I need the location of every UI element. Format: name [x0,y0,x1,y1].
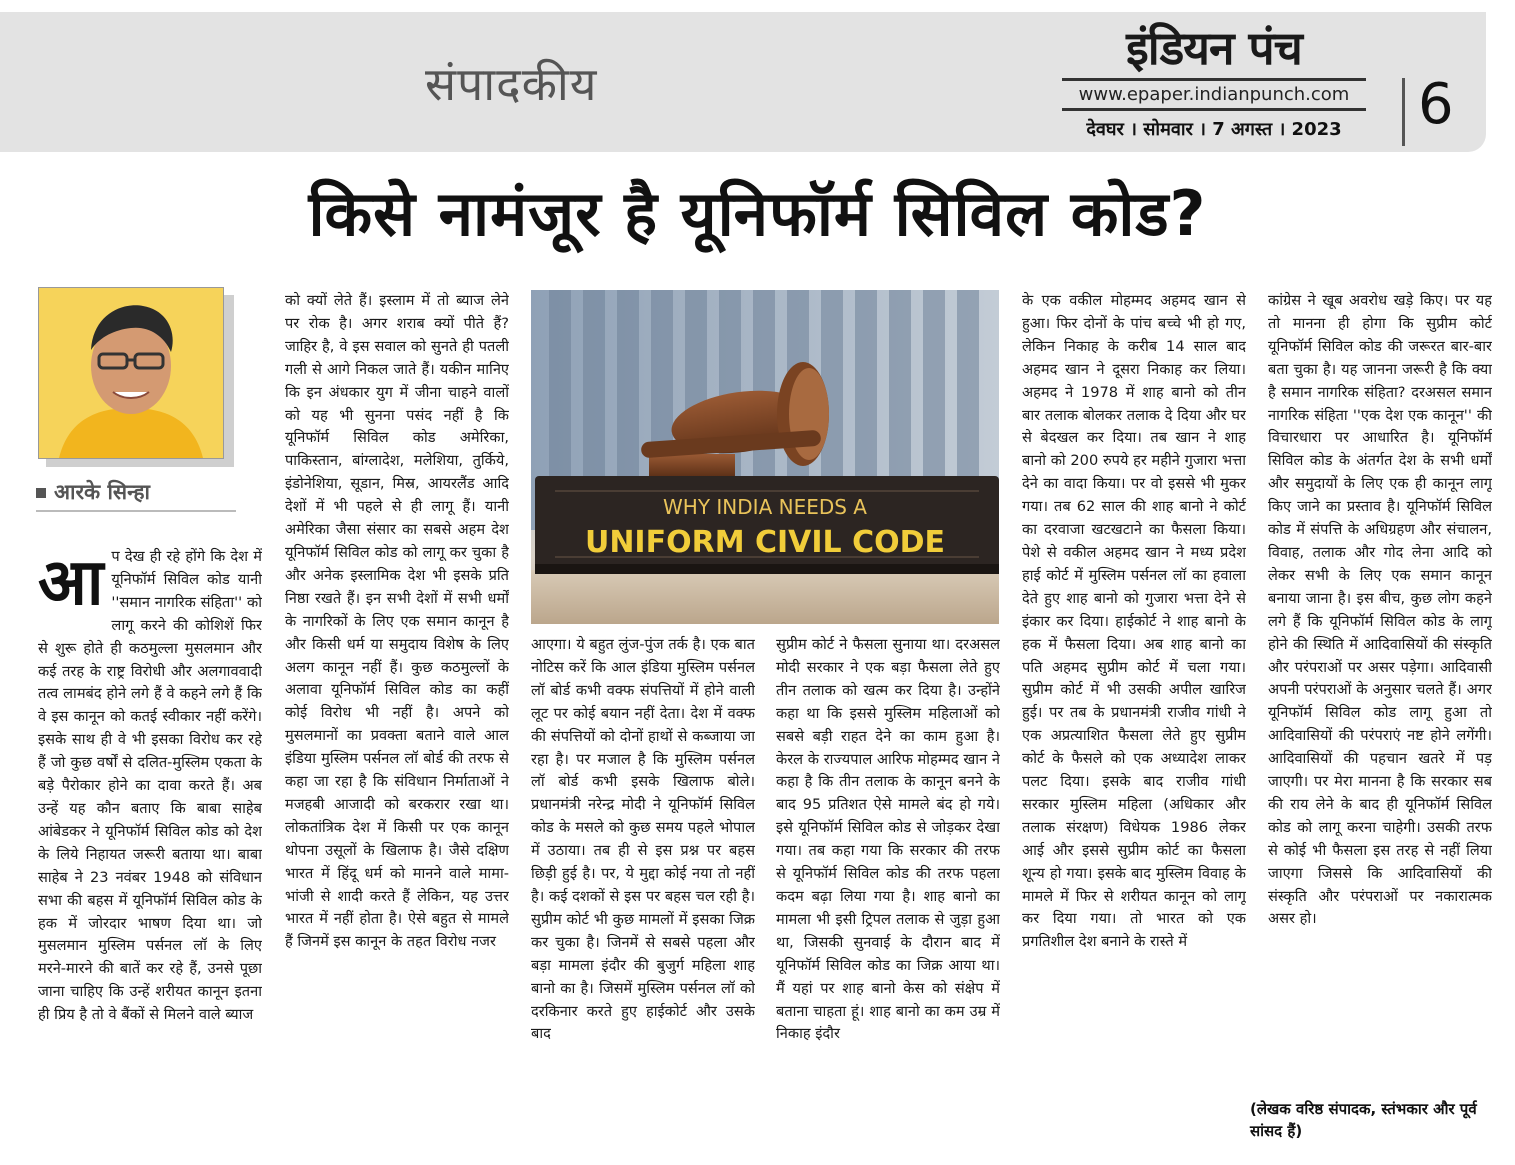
image-line-1: WHY INDIA NEEDS A [663,495,867,519]
column-text: आएगा। ये बहुत लुंज-पुंज तर्क है। एक बात नोटिस करें कि आल इंडिया मुस्लिम पर्सनल लॉ बोर्ड कभी वक्फ संपत्तियों में होने वाली लूट पर कोई बयान नहीं देता। देश में वक्फ की संपत्तियों को दोनों हाथों से कब्जाया जा रहा है। पर मजाल है कि मुस्लिम पर्सनल लॉ बोर्ड कभी इसके खिलाफ बोले। प्रधानमंत्री नरेन्द्र मोदी ने यूनिफॉर्म सिविल कोड के मसले को कुछ समय पहले भोपाल में उठाया। तब ही से इस प्रश्न पर बहस छिड़ी हुई है। पर, ये मुद्दा कोई नया तो नहीं है। कई दशकों से इस पर बहस चल रही है। सुप्रीम कोर्ट भी कुछ मामलों में इसका जिक्र कर चुका है। जिनमें से सबसे पहला और बड़ा मामला इंदौर की बुजुर्ग महिला शाह बानो का है। जिसमें मुस्लिम पर्सनल लॉ को दरकिनार करते हुए हाईकोर्ट और उसके बाद [531,636,755,1043]
article-column-5 [1022,290,1246,1146]
column-text: सुप्रीम कोर्ट ने फैसला सुनाया था। दरअसल मोदी सरकार ने एक बड़ा फैसला लेते हुए तीन तलाक को खत्म कर दिया है। उन्होंने कहा था कि इससे मुस्लिम महिलाओं को सबसे बड़ी राहत देने का काम हुआ है। केरल के राज्यपाल आरिफ मोहम्मद खान ने कहा है कि तीन तलाक के कानून बनने के बाद 95 प्रतिशत ऐसे मामले बंद हो गये। इसे यूनिफॉर्म सिविल कोड से जोड़कर देखा गया। तब कहा गया कि सरकार की तरफ से यूनिफॉर्म सिविल कोड की तरफ पहला कदम बढ़ा लिया गया है। शाह बानो का मामला भी इसी ट्रिपल तलाक से जुड़ा हुआ था, जिसकी सुनवाई के दौरान बाद में यूनिफॉर्म सिविल कोड का जिक्र आया था। मैं यहां पर शाह बानो केस को संक्षेप में बताना चाहता हूं। शाह बानो का कम उम्र में निकाह इंदौर [776,636,1000,1043]
byline-rule [36,510,236,512]
page-number: 6 [1418,72,1454,137]
newspaper-logo: इंडियन पंच [1126,21,1302,75]
article-column-3 [531,634,755,1146]
column-text: के एक वकील मोहम्मद अहमद खान से हुआ। फिर दोनों के पांच बच्चे भी हो गए, लेकिन निकाह के करीब 14 साल बाद अहमद खान ने दूसरा निकाह कर लिया। अहमद ने 1978 में शाह बानो को तीन बार तलाक बोलकर तलाक दे दिया और घर से बेदखल कर दिया। तब खान ने शाह बानो को 200 रुपये हर महीने गुजारा भत्ता देने का वादा किया। पर वो इससे भी मुकर गया। तब 62 साल की शाह बानो ने कोर्ट का दरवाजा खटखटाने का फैसला किया। पेशे से वकील अहमद खान ने मध्य प्रदेश हाई कोर्ट में मुस्लिम पर्सनल लॉ का हवाला देते हुए शाह बानो को गुजारा भत्ता देने से इंकार कर दिया। हाईकोर्ट ने शाह बानो के हक में फैसला दिया। अब शाह बानो का पति अहमद सुप्रीम कोर्ट में चला गया। सुप्रीम कोर्ट में भी उसकी अपील खारिज हुई। पर तब के प्रधानमंत्री राजीव गांधी ने एक अप्रत्याशित फैसला लेते हुए सुप्रीम कोर्ट के फैसले को एक अध्यादेश लाकर पलट दिया। इसके बाद राजीव गांधी सरकार मुस्लिम महिला (अधिकार और तलाक संरक्षण) विधेयक 1986 लेकर आई और इससे सुप्रीम कोर्ट का फैसला शून्य हो गया। इसके बाद मुस्लिम विवाह के मामले में फिर से शरीयत कानून को लागू कर दिया गया। तो भारत को एक प्रगतिशील देश बनाने के रास्ते में [1022,292,1246,951]
headline: किसे नामंजूर है यूनिफॉर्म सिविल कोड? [308,177,1207,250]
author-note: (लेखक वरिष्ठ संपादक, स्तंभकार और पूर्व सांसद हैं) [1250,1100,1477,1140]
section-title: संपादकीय [425,57,598,111]
ucc-illustration [531,290,999,624]
column-text: कांग्रेस ने खूब अवरोध खड़े किए। पर यह तो मानना ही होगा कि सुप्रीम कोर्ट यूनिफॉर्म सिविल कोड की जरूरत बार-बार बता चुका है। यह जानना जरूरी है कि क्या है समान नागरिक संहिता? दरअसल समान नागरिक संहिता ''एक देश एक कानून'' की विचारधारा पर आधारित है। यूनिफॉर्म सिविल कोड के अंतर्गत देश के सभी धर्मों और समुदायों के लिए एक ही कानून लागू किए जाने का प्रस्ताव है। यूनिफॉर्म सिविल कोड में संपत्ति के अधिग्रहण और संचालन, विवाह, तलाक और गोद लेना आदि को लेकर सभी के लिए एक समान कानून बनाया जाना है। इस बीच, कुछ लोग कहने लगे हैं कि यूनिफॉर्म सिविल कोड के लागू होने की स्थिति में आदिवासियों की संस्कृति और परंपराओं पर असर पड़ेगा। आदिवासी अपनी परंपराओं के अनुसार चलते हैं। अगर यूनिफॉर्म सिविल कोड लागू हुआ तो आदिवासियों की परंपराएं नष्ट होने लगेंगी। आदिवासियों की पहचान खतरे में पड़ जाएगी। पर मेरा मानना है कि सरकार सब की राय लेने के बाद ही यूनिफॉर्म सिविल कोड को लागू करना चाहेगी। उसकी तरफ से कोई भी फैसला इस तरह से नहीं लिया जाएगा जिससे कि आदिवासियों की संस्कृति और परंपराओं पर नकारात्मक असर हो। [1268,292,1492,928]
gavel-book-image [531,290,999,624]
author-photo [38,287,224,459]
article-column-6 [1268,290,1492,1096]
divider [1402,78,1405,146]
article-column-4 [776,634,1000,1146]
image-line-2: UNIFORM CIVIL CODE [584,525,946,560]
drop-cap: आ [38,546,104,620]
bullet-square-icon [36,488,46,498]
dateline: देवघर । सोमवार । 7 अगस्त । 2023 [1086,119,1342,140]
author-name: आरके सिन्हा [54,480,150,504]
masthead [1062,20,1366,141]
byline [36,478,150,506]
article-column-1 [38,546,262,1146]
epaper-url[interactable]: www.epaper.indianpunch.com [1062,78,1366,111]
column-text: प देख ही रहे होंगे कि देश में यूनिफॉर्म सिविल कोड यानी ''समान नागरिक संहिता'' को लागू करने की कोशिशें फिर से शुरू होते ही कठमुल्ला मुसलमान और कई तरह के राष्ट्र विरोधी और अलगाववादी तत्व लामबंद होने लगे हैं वे कहने लगे हैं कि वे इस कानून को कतई स्वीकार नहीं करेंगे। इसके साथ ही वे भी इसका विरोध कर रहे हैं जो कुछ वर्षों से दलित-मुस्लिम एकता के बड़े पैरोकार होने का दावा करते हैं। अब उन्हें यह कौन बताए कि बाबा साहेब आंबेडकर ने यूनिफॉर्म सिविल कोड को देश के लिये निहायत जरूरी बताया था। बाबा साहेब ने 23 नवंबर 1948 को संविधान सभा की बहस में यूनिफॉर्म सिविल कोड के हक में जोरदार भाषण दिया था। जो मुसलमान मुस्लिम पर्सनल लॉ के लिए मरने-मारने की बातें कर रहे हैं, उनसे पूछा जाना चाहिए कि उन्हें शरीयत कानून इतना ही प्रिय है तो वे बैंकों से मिलने वाले ब्याज [38,548,262,1024]
article-column-2 [285,290,509,1146]
column-text: को क्यों लेते हैं। इस्लाम में तो ब्याज लेने पर रोक है। अगर शराब क्यों पीते हैं? जाहिर है, वे इस सवाल को सुनते ही पतली गली से आगे निकल जाते हैं। यकीन मानिए कि इन अंधकार युग में जीना चाहने वालों को यह भी सुनना पसंद नहीं है कि यूनिफॉर्म सिविल कोड अमेरिका, पाकिस्तान, बांग्लादेश, मलेशिया, तुर्किये, इंडोनेशिया, सूडान, मिस्र, आयरलैंड आदि देशों में भी पहले से ही लागू हैं। यानी अमेरिका जैसा संसार का सबसे अहम देश यूनिफॉर्म सिविल कोड को लागू कर चुका है और अनेक इस्लामिक देश भी इसके प्रति निष्ठा रखते हैं। इन सभी देशों में सभी धर्मों के नागरिकों के लिए एक समान कानून है और किसी धर्म या समुदाय विशेष के लिए अलग कानून नहीं हैं। कुछ कठमुल्लों के अलावा यूनिफॉर्म सिविल कोड का कहीं कोई विरोध भी नहीं है। अपने को मुसलमानों का प्रवक्ता बताने वाले आल इंडिया मुस्लिम पर्सनल लॉ बोर्ड की तरफ से कहा जा रहा है कि संविधान निर्माताओं ने मजहबी आजादी को बरकरार रखा था। लोकतांत्रिक देश में किसी पर एक कानून थोपना उसूलों के खिलाफ है। जैसे दक्षिण भारत में हिंदू धर्म को मानने वाले मामा-भांजी से शादी करते हैं लेकिन, यह उत्तर भारत में नहीं होता है। ऐसे बहुत से मामले हैं जिनमें इस कानून के तहत विरोध नजर [285,292,509,951]
author-portrait-icon [39,288,223,458]
